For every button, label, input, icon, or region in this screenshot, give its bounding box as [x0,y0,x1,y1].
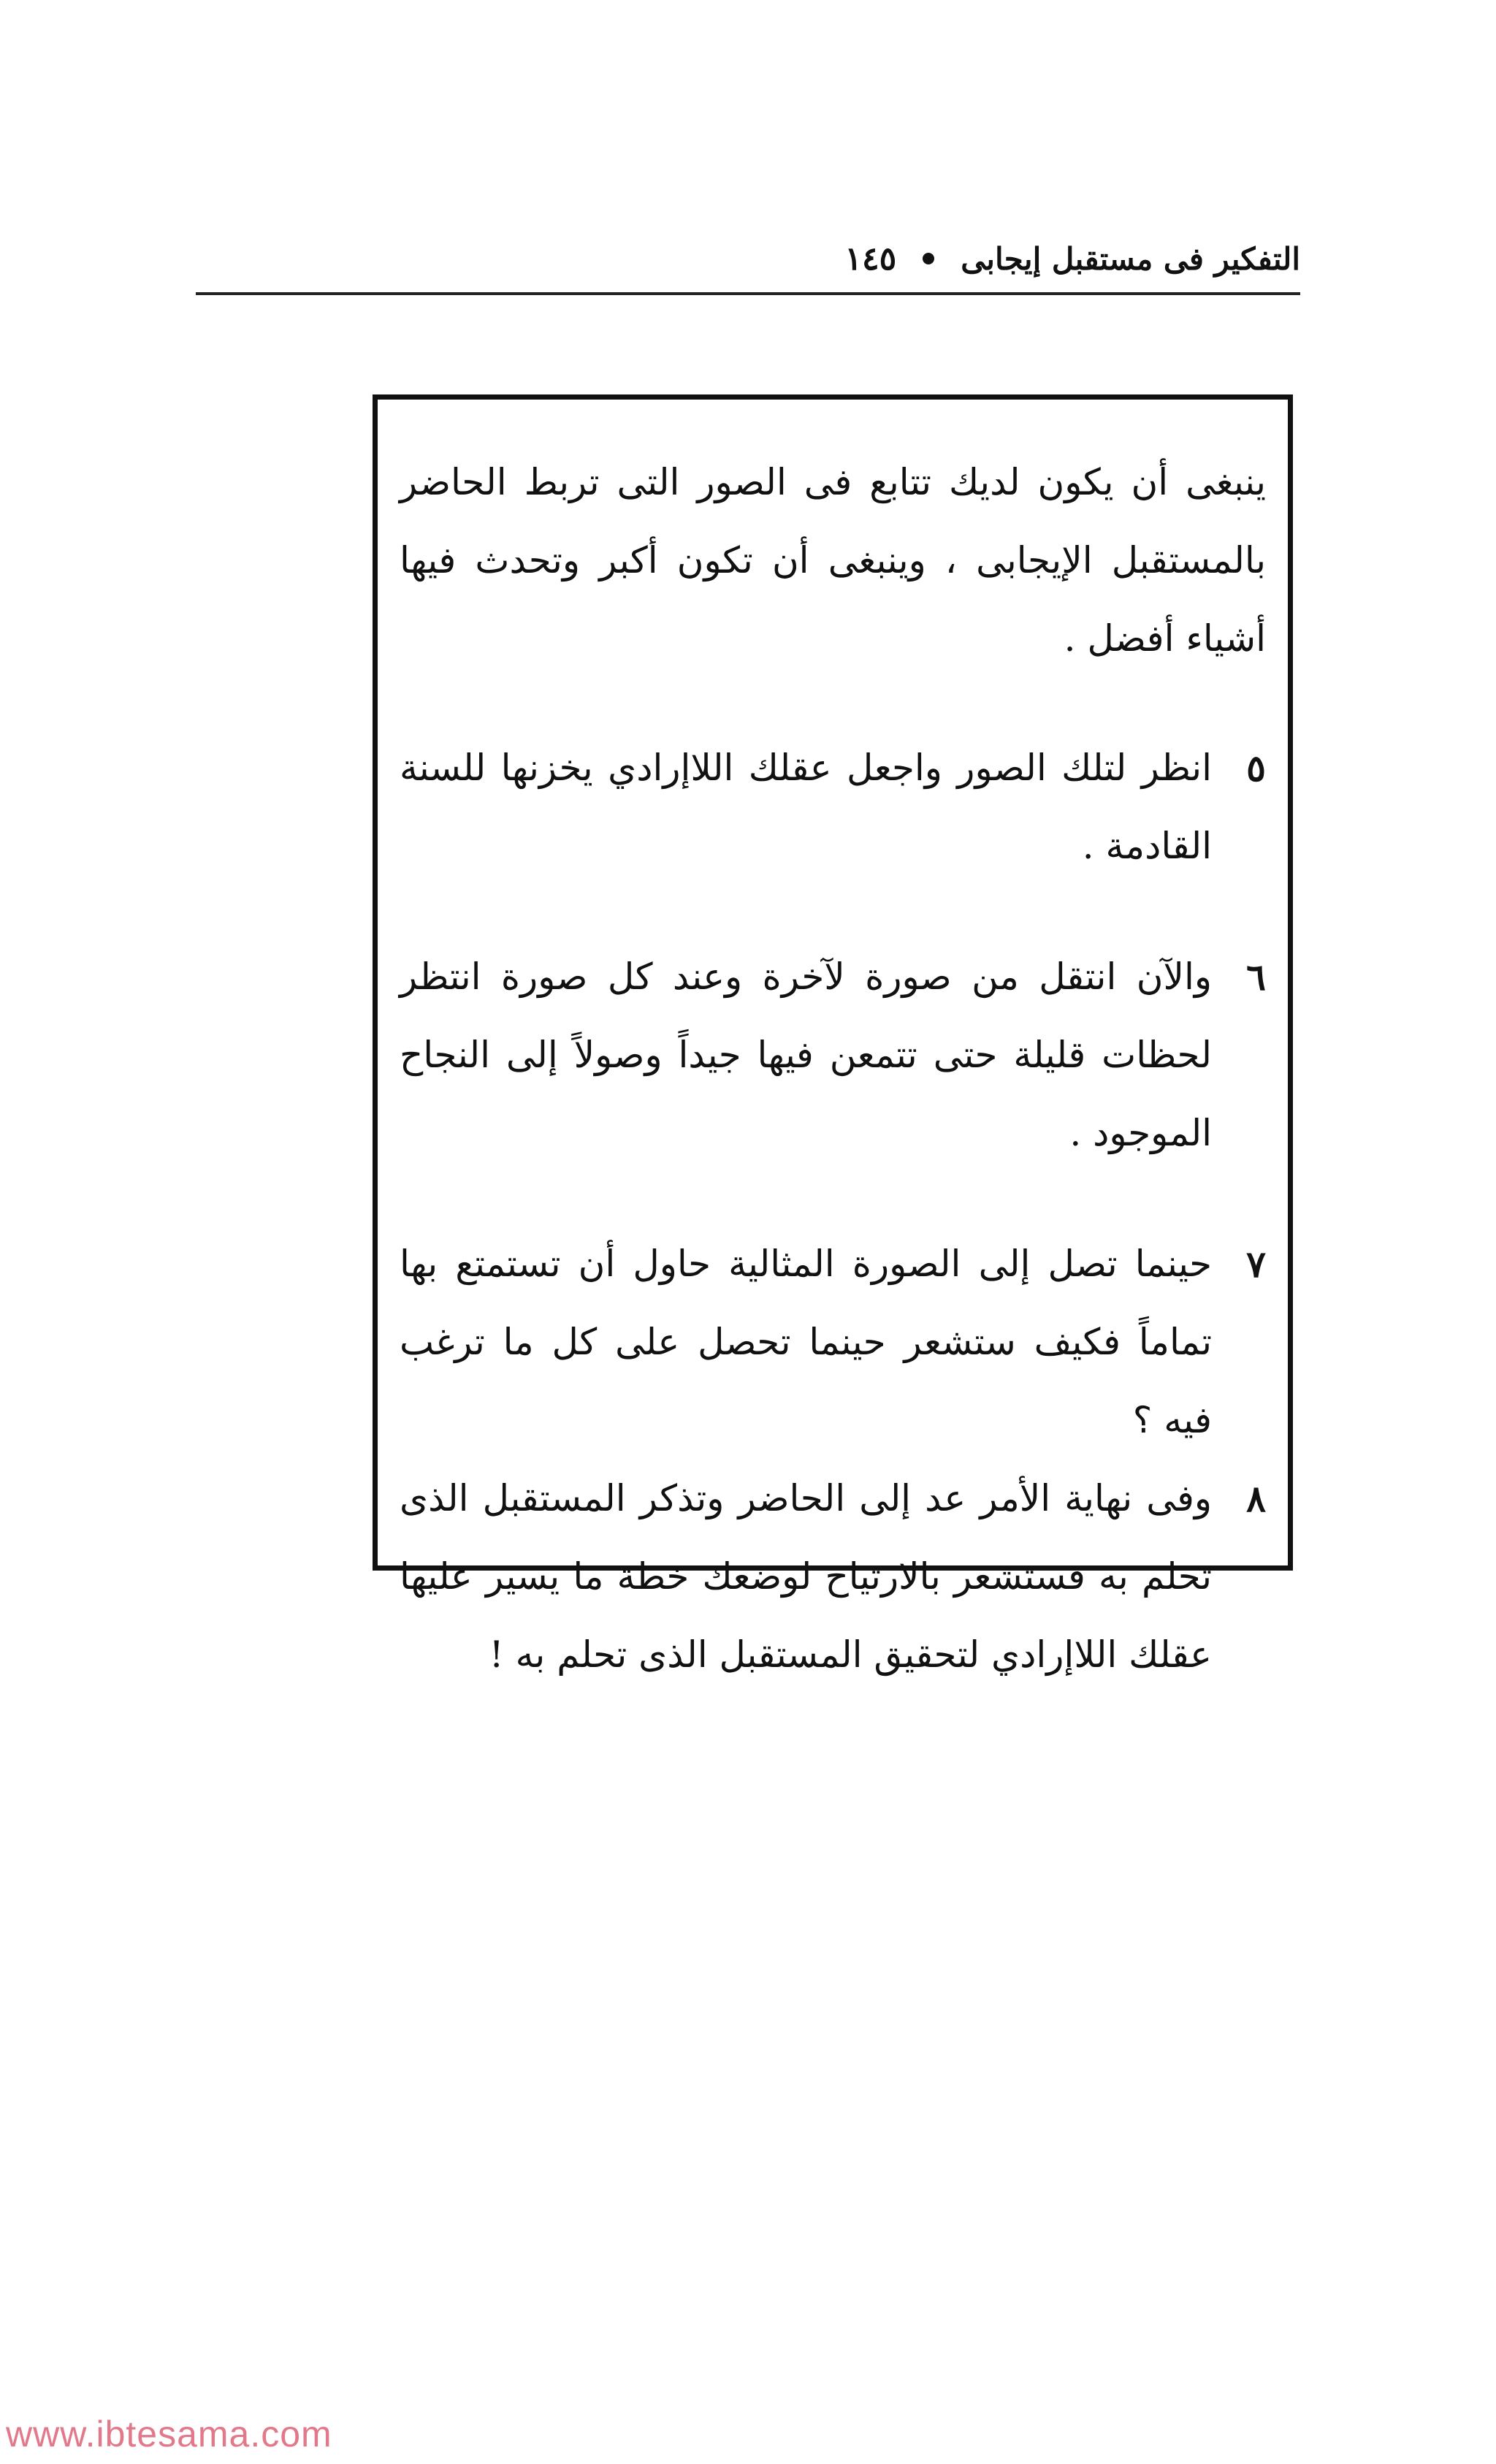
running-header [196,232,1300,285]
list-item [400,1225,1266,1460]
item-text: وفى نهاية الأمر عد إلى الحاضر وتذكر المستقبل الذى تحلم به فستشعر بالارتياح لوضعك خطة ما يسير عليها عقلك اللاإرادي لتحقيق المستقبل الذى تحلم به ! [400,1477,1212,1676]
item-text: والآن انتقل من صورة لآخرة وعند كل صورة انتظر لحظات قليلة حتى تتمعن فيها جيداً وصولاً إلى النجاح الموجود . [400,956,1212,1154]
list-item [400,938,1266,1172]
item-number: ٦ [1246,956,1266,999]
bullet-icon [923,253,934,264]
item-number: ٥ [1246,747,1266,790]
exercise-content [400,443,1266,1694]
intro-paragraph: ينبغى أن يكون لديك تتابع فى الصور التى تربط الحاضر بالمستقبل الإيجابى ، وينبغى أن تكون أكبر وتحدث فيها أشياء أفضل . [400,461,1266,660]
item-number: ٨ [1246,1477,1266,1520]
chapter-title: التفكير فى مستقبل إيجابى [961,240,1300,277]
page-number: ١٤٥ [844,240,897,278]
item-number: ٧ [1246,1243,1266,1286]
list-item [400,1460,1266,1694]
item-text: حينما تصل إلى الصورة المثالية حاول أن تستمتع بها تماماً فكيف ستشعر حينما تحصل على كل ما ترغب فيه ؟ [400,1243,1212,1441]
exercise-box [373,394,1293,1676]
watermark-url: www.ibtesama.com [6,2414,332,2455]
header-divider [196,292,1300,295]
item-text: انظر لتلك الصور واجعل عقلك اللاإرادي يخزنها للسنة القادمة . [400,747,1212,867]
list-item [400,729,1266,885]
